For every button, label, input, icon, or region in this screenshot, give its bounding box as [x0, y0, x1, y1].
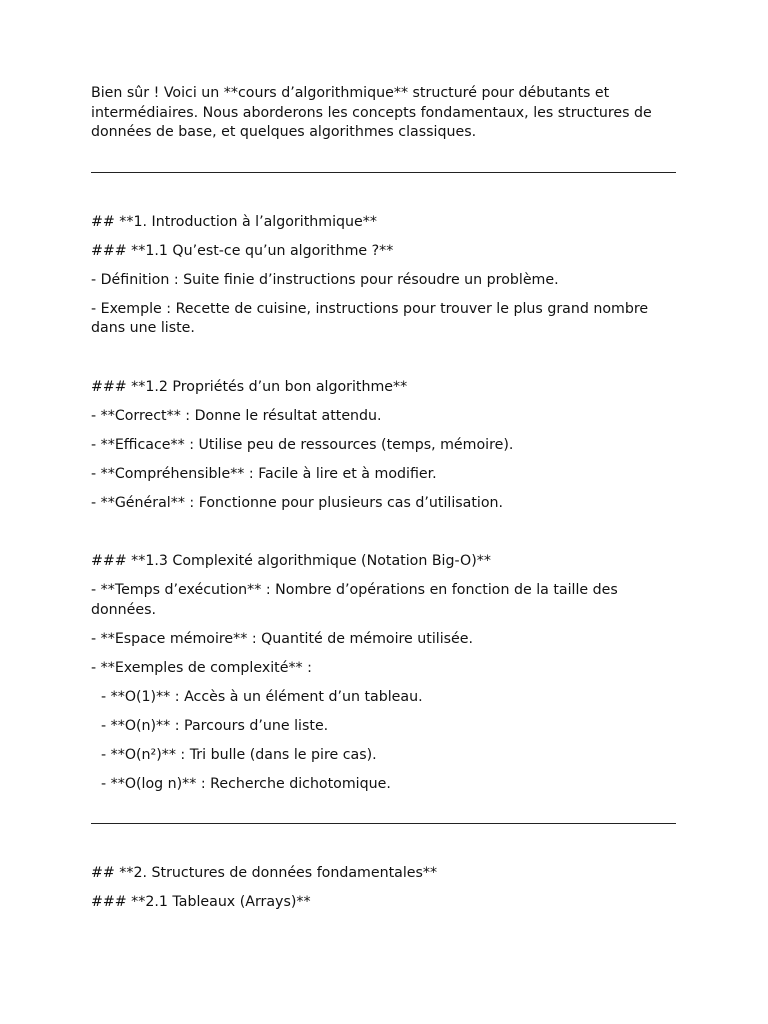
document-page — [91, 84, 676, 913]
list-item: - **Correct** : Donne le résultat attendu. — [91, 407, 382, 424]
section-heading: ## **2. Structures de données fondamentales** — [91, 865, 438, 881]
list-item: - **Compréhensible** : Facile à lire et à modifier. — [91, 465, 437, 482]
nested-list-item: - **O(n)** : Parcours d’une liste. — [101, 717, 329, 734]
list-item: - Définition : Suite finie d’instructions pour résoudre un problème. — [91, 271, 559, 288]
subsection-heading: ### **1.1 Qu’est-ce qu’un algorithme ?** — [91, 242, 394, 259]
nested-list-item: - **O(1)** : Accès à un élément d’un tableau. — [101, 688, 423, 705]
list-item: - **Temps d’exécution** : Nombre d’opérations en fonction de la taille des données. — [91, 582, 618, 618]
subsection-heading: ### **1.2 Propriétés d’un bon algorithme** — [91, 378, 408, 395]
list-item: - Exemple : Recette de cuisine, instructions pour trouver le plus grand nombre dans une liste. — [91, 300, 649, 336]
intro-paragraph: Bien sûr ! Voici un **cours d’algorithmique** structuré pour débutants et intermédiaires. Nous aborderons les concepts fondamentaux, les structures de données de base, et quelques algorithmes classiques. — [91, 85, 652, 140]
section-heading: ## **1. Introduction à l’algorithmique** — [91, 213, 377, 230]
list-item: - **Général** : Fonctionne pour plusieurs cas d’utilisation. — [91, 494, 504, 511]
subsection-heading: ### **2.1 Tableaux (Arrays)** — [91, 894, 311, 910]
nested-list-item: - **O(n²)** : Tri bulle (dans le pire cas). — [101, 746, 377, 763]
nested-list-item: - **O(log n)** : Recherche dichotomique. — [101, 775, 391, 792]
list-item: - **Efficace** : Utilise peu de ressources (temps, mémoire). — [91, 436, 514, 453]
subsection-heading: ### **1.3 Complexité algorithmique (Notation Big-O)** — [91, 553, 491, 569]
list-item: - **Espace mémoire** : Quantité de mémoire utilisée. — [91, 630, 474, 647]
list-item: - **Exemples de complexité** : — [91, 659, 312, 676]
